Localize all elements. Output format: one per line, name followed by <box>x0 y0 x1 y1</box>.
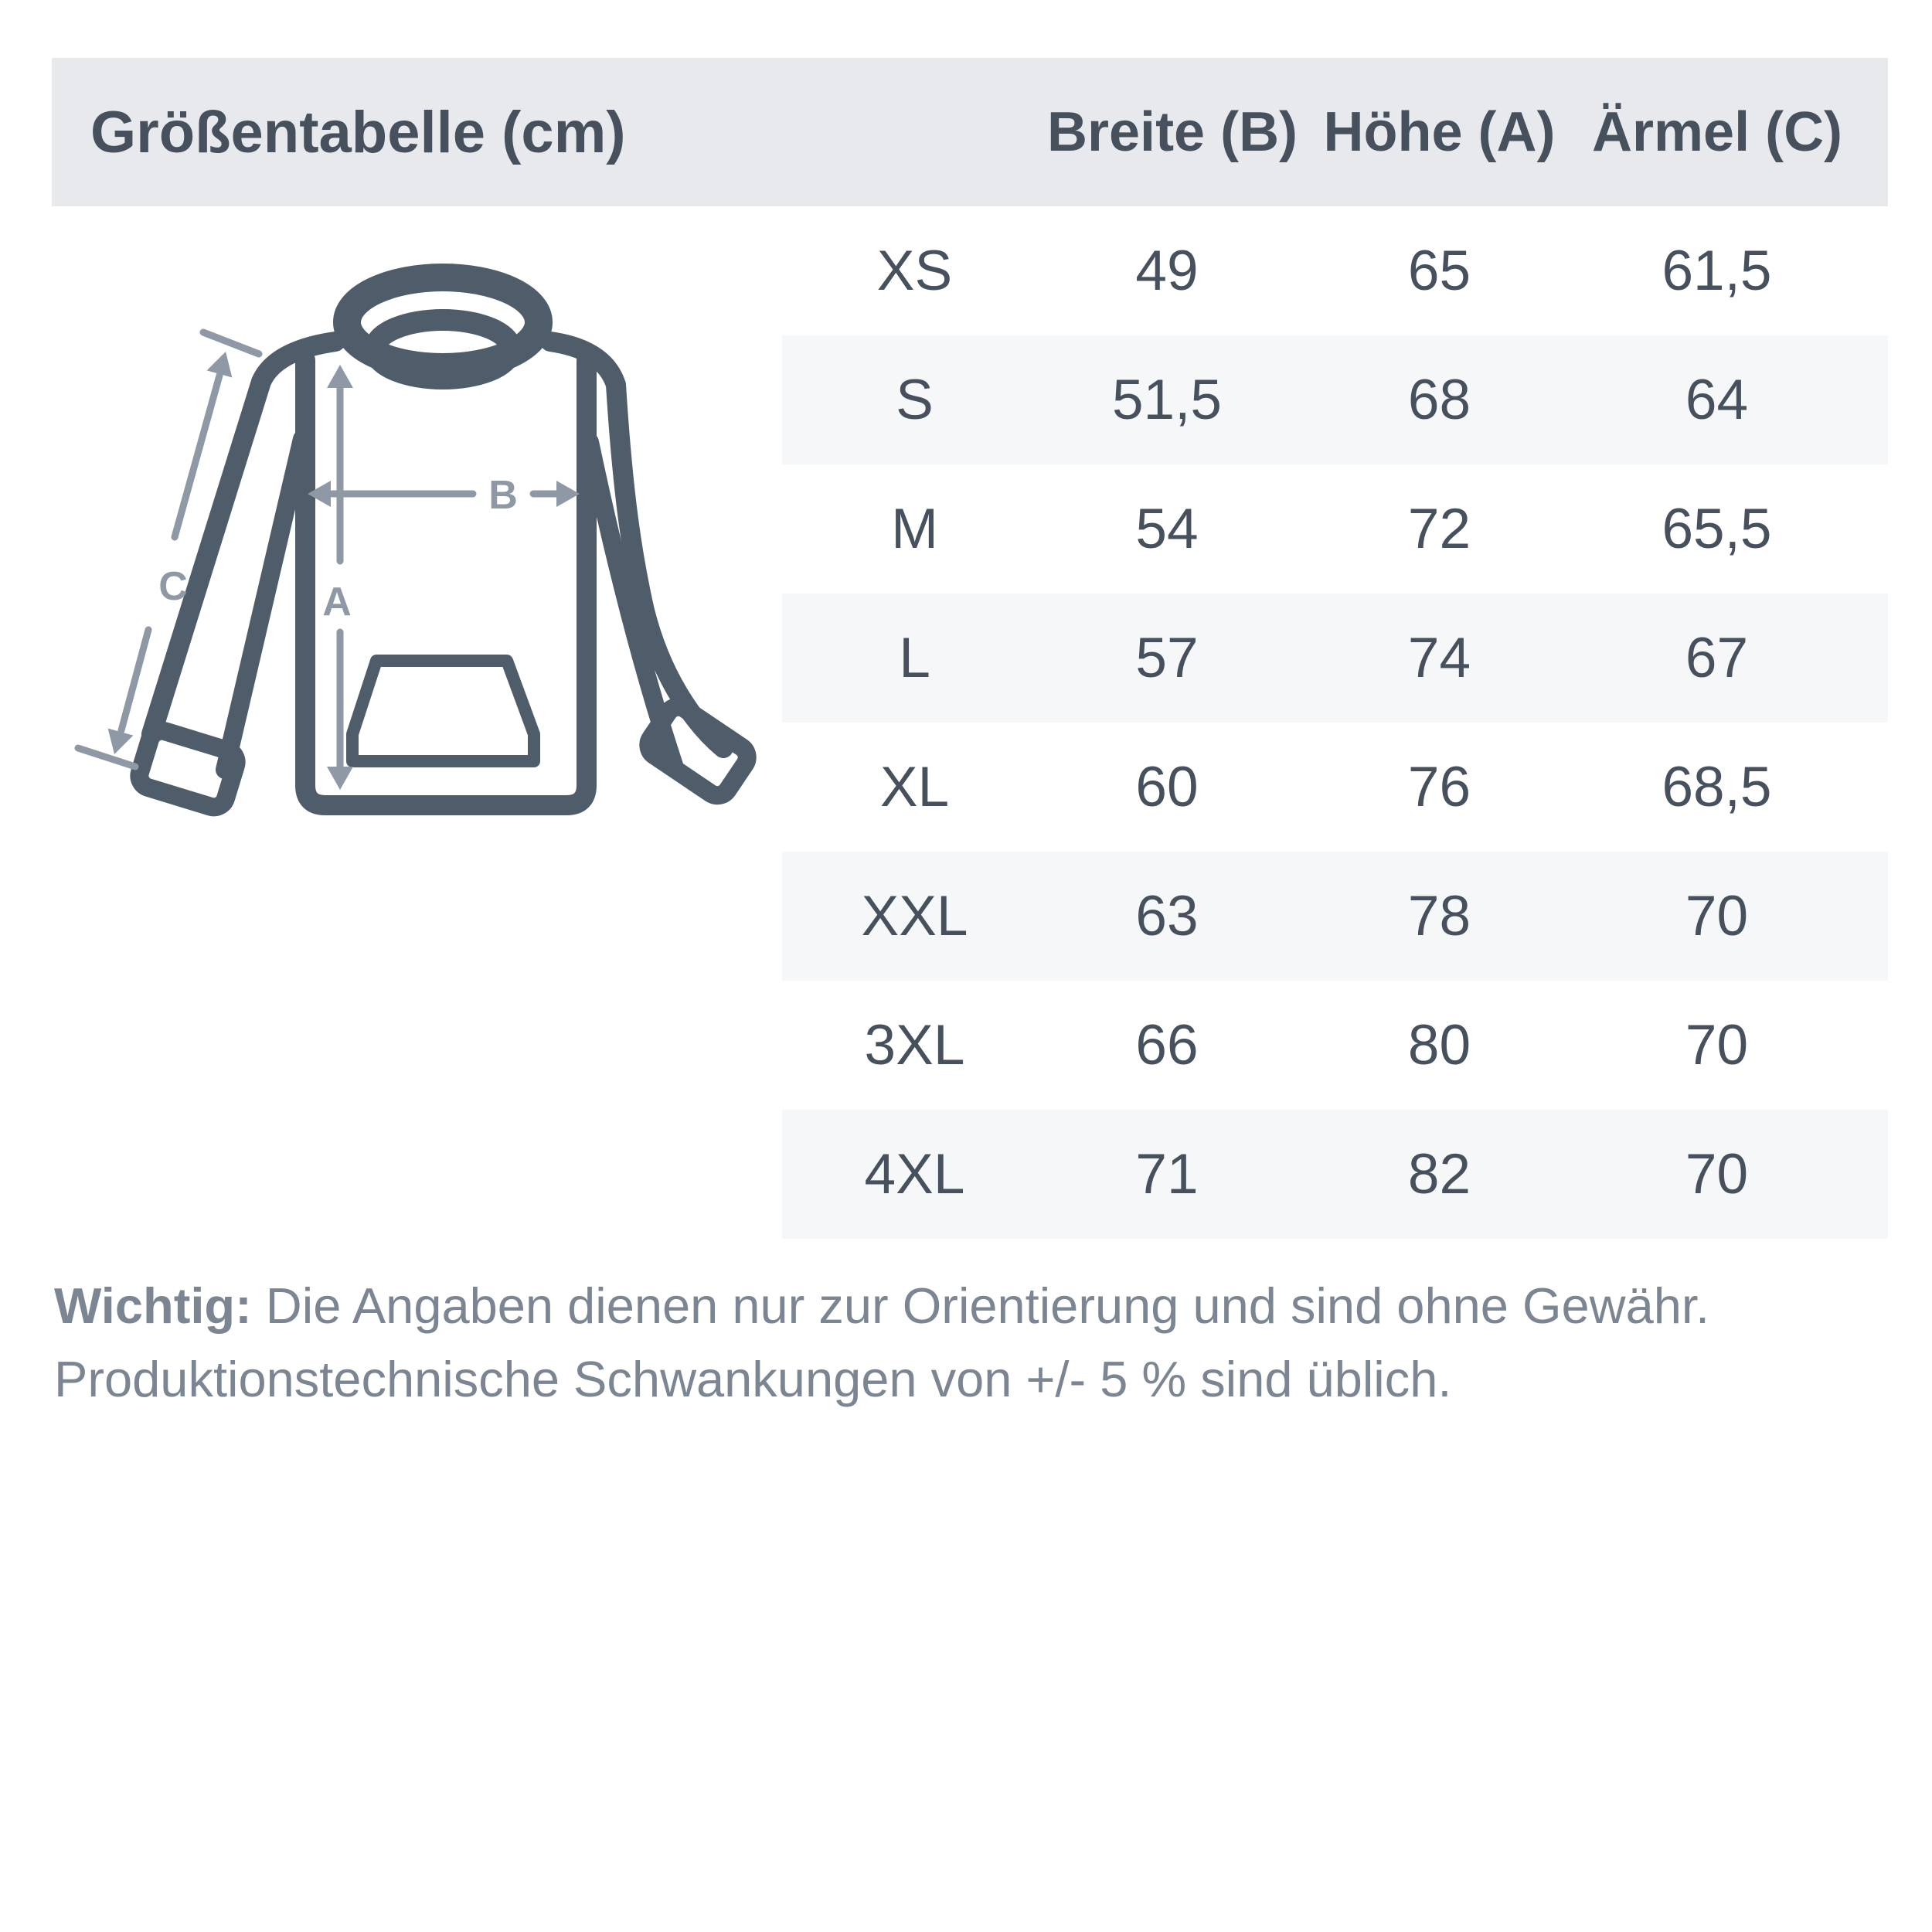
hoehe-cell: 72 <box>1407 498 1471 560</box>
arrowhead-c-top <box>207 348 239 377</box>
size-table <box>782 206 1888 1239</box>
table-row <box>782 981 1888 1110</box>
table-row <box>782 335 1888 464</box>
hoehe-cell: 82 <box>1407 1143 1471 1206</box>
breite-cell: 49 <box>1135 240 1199 302</box>
size-cell: 3XL <box>864 1014 965 1077</box>
table-row <box>782 1110 1888 1239</box>
aermel-cell: 61,5 <box>1662 240 1772 302</box>
label-c: C <box>158 564 188 609</box>
size-chart-header <box>52 58 1888 206</box>
arrowhead-a-bottom <box>327 767 353 790</box>
table-row <box>782 723 1888 852</box>
size-cell: S <box>896 369 934 431</box>
label-a: A <box>322 580 352 624</box>
hoodie-right-sleeve-outer <box>550 342 723 748</box>
hoehe-cell: 80 <box>1407 1014 1471 1077</box>
size-cell: XXL <box>861 885 968 947</box>
aermel-cell: 70 <box>1685 885 1749 947</box>
table-row <box>782 206 1888 335</box>
disclaimer-line2: Produktionstechnische Schwankungen von +/- 5 % sind üblich. <box>54 1351 1452 1407</box>
disclaimer-note <box>54 1269 1862 1416</box>
size-cell: XL <box>879 756 950 818</box>
hoodie-measurement-illustration <box>62 232 773 835</box>
table-row <box>782 852 1888 981</box>
breite-cell: 60 <box>1135 756 1199 818</box>
arrowhead-b-right <box>556 481 580 507</box>
hoodie-outline <box>136 277 751 810</box>
size-cell: 4XL <box>864 1143 965 1206</box>
column-headers <box>782 58 1888 206</box>
size-cell: L <box>899 627 930 689</box>
aermel-cell: 70 <box>1685 1143 1749 1206</box>
aermel-cell: 64 <box>1685 369 1749 431</box>
chart-title: Größentabelle (cm) <box>90 99 626 165</box>
aermel-cell: 68,5 <box>1662 756 1772 818</box>
column-header-aermel: Ärmel (C) <box>1592 101 1843 163</box>
breite-cell: 57 <box>1135 627 1199 689</box>
hoehe-cell: 65 <box>1407 240 1471 302</box>
hoehe-cell: 68 <box>1407 369 1471 431</box>
breite-cell: 66 <box>1135 1014 1199 1077</box>
table-row <box>782 464 1888 594</box>
breite-cell: 54 <box>1135 498 1199 560</box>
hoehe-cell: 78 <box>1407 885 1471 947</box>
label-b: B <box>488 473 518 518</box>
hoehe-cell: 76 <box>1407 756 1471 818</box>
arrowhead-c-bottom <box>102 729 134 758</box>
arrowhead-a-top <box>327 365 353 388</box>
table-row <box>782 594 1888 723</box>
hoodie-diagram <box>62 232 773 835</box>
size-cell: M <box>891 498 938 560</box>
column-header-hoehe: Höhe (A) <box>1323 101 1556 163</box>
hoehe-cell: 74 <box>1407 627 1471 689</box>
aermel-cell: 70 <box>1685 1014 1749 1077</box>
breite-cell: 71 <box>1135 1143 1199 1206</box>
aermel-cell: 67 <box>1685 627 1749 689</box>
hoodie-right-cuff <box>644 702 752 801</box>
column-header-breite: Breite (B) <box>1047 101 1298 163</box>
disclaimer-label: Wichtig: <box>54 1277 252 1334</box>
size-cell: XS <box>876 240 953 302</box>
breite-cell: 51,5 <box>1111 369 1223 431</box>
aermel-cell: 65,5 <box>1662 498 1772 560</box>
hoodie-pocket <box>352 661 534 761</box>
breite-cell: 63 <box>1135 885 1199 947</box>
disclaimer-line1: Die Angaben dienen nur zur Orientierung und sind ohne Gewähr. <box>251 1277 1710 1334</box>
